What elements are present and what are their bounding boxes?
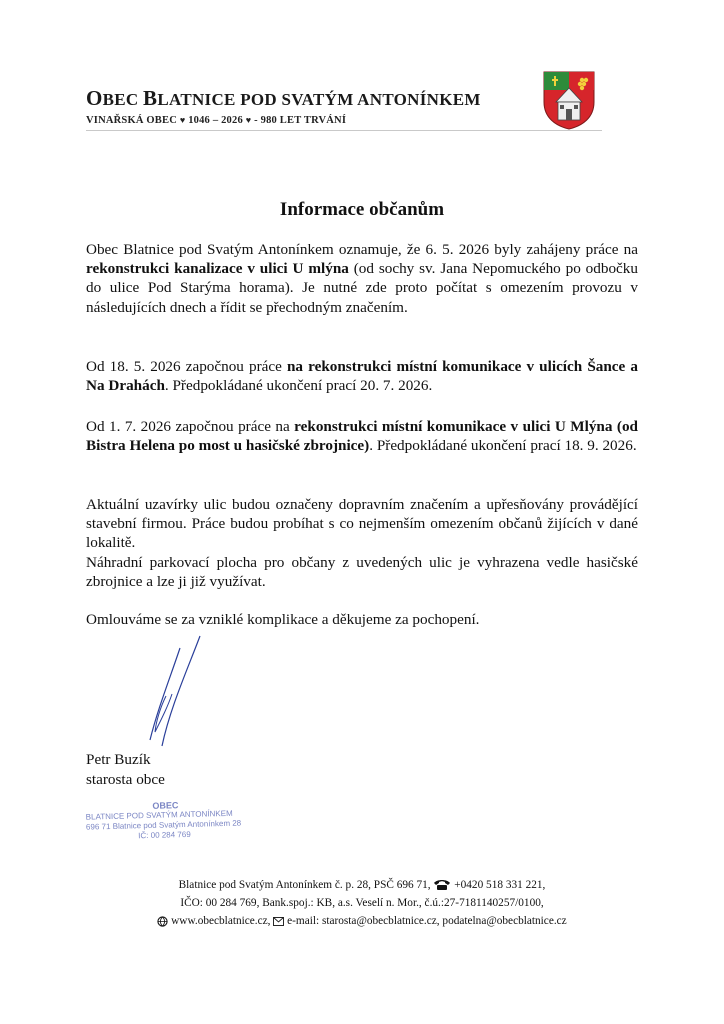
emphasis-text: rekonstrukci místní komunikace v ulici U Mlýna (od Bistra Helena po most u hasičské zbrojnice) bbox=[86, 418, 638, 455]
footer-phone: +0420 518 331 221, bbox=[454, 879, 546, 891]
mail-icon bbox=[273, 917, 284, 926]
stamp-line: OBEC bbox=[152, 800, 179, 811]
letterhead bbox=[86, 86, 606, 126]
subtitle-years: 1046 – 2026 bbox=[188, 115, 243, 126]
heart-icon: ♥ bbox=[245, 115, 252, 125]
title-rest: LATNICE POD SVATÝM ANTONÍNKEM bbox=[157, 90, 481, 109]
email-links[interactable]: e-mail: starosta@obecblatnice.cz, podatelna@obecblatnice.cz bbox=[287, 915, 567, 927]
text-span: . Předpokládané ukončení prací 20. 7. 2026. bbox=[164, 377, 433, 395]
footer-address: Blatnice pod Svatým Antonínkem č. p. 28, PSČ 696 71, bbox=[178, 879, 431, 891]
paragraph-sance-na-drahach bbox=[86, 357, 638, 395]
footer-address-line bbox=[0, 876, 724, 894]
paragraph-sewer-reconstruction bbox=[86, 240, 638, 317]
paragraph-u-mlyna bbox=[86, 417, 638, 455]
parking-text: Náhradní parkovací plocha pro občany z uvedených ulic je vyhrazena vedle hasičské zbrojnice a lze ji již využívat. bbox=[86, 553, 638, 590]
footer-contact bbox=[0, 876, 724, 930]
stamp-line: IČ: 00 284 769 bbox=[138, 829, 191, 841]
signatory-role: starosta obce bbox=[86, 770, 165, 788]
text-span: Obec Blatnice pod Svatým Antonínkem oznamuje, že 6. 5. 2026 byly zahájeny práce na bbox=[86, 241, 638, 258]
telephone-icon bbox=[433, 879, 451, 891]
text-span: (od sochy sv. Jana Nepomuckého po odbočku do ulice Pod Starýma horama). Je nutné zde proto počítat s omezením provozu v následujících dnech a řídit se přechodným značením. bbox=[86, 260, 638, 316]
heart-icon: ♥ bbox=[179, 115, 186, 125]
text-span: Od 18. 5. 2026 započnou práce bbox=[86, 358, 287, 375]
paragraph-apology: Omlouváme se za vzniklé komplikace a děkujeme za pochopení. bbox=[86, 611, 480, 628]
emphasis-text: na rekonstrukci místní komunikace v ulicích Šance a Na Drahách bbox=[86, 358, 638, 395]
emphasis-text: rekonstrukci kanalizace v ulici U mlýna bbox=[86, 260, 349, 278]
signatory-name: Petr Buzík bbox=[86, 751, 151, 768]
subtitle-wine-village: VINAŘSKÁ OBEC bbox=[86, 115, 177, 126]
paragraph-closures-parking bbox=[86, 495, 638, 591]
text-span: . Předpokládané ukončení prací 18. 9. 2026. bbox=[369, 437, 637, 455]
footer-bank-line: IČO: 00 284 769, Bank.spoj.: KB, a.s. Veselí n. Mor., č.ú.:27-7181140257/0100, bbox=[180, 897, 544, 909]
stamp-line: BLATNICE POD SVATÝM ANTONÍNKEM bbox=[85, 808, 233, 822]
municipal-coat-of-arms-icon bbox=[540, 68, 598, 130]
website-link[interactable]: www.obecblatnice.cz, bbox=[171, 915, 271, 927]
footer-web-line bbox=[0, 912, 724, 930]
document-title: Informace občanům bbox=[279, 199, 445, 220]
signatory bbox=[86, 750, 165, 789]
official-stamp bbox=[85, 797, 286, 854]
globe-icon bbox=[157, 916, 168, 927]
handwritten-signature bbox=[140, 628, 230, 748]
subtitle-anniversary: - 980 LET TRVÁNÍ bbox=[254, 115, 347, 126]
closures-text: Aktuální uzavírky ulic budou označeny dopravním značením a upřesňovány provádějící stavební firmou. Práce budou probíhat s co nejmenším omezením občanů žijících v dané lokalitě. bbox=[86, 496, 638, 552]
municipality-name bbox=[86, 86, 606, 111]
title-initial-b: B bbox=[143, 86, 158, 110]
text-span: Od 1. 7. 2026 započnou práce na bbox=[86, 418, 295, 435]
municipality-subtitle bbox=[86, 115, 606, 126]
title-obec: BEC bbox=[102, 90, 144, 109]
stamp-line: 696 71 Blatnice pod Svatým Antonínkem 28 bbox=[85, 818, 242, 832]
header-divider bbox=[86, 130, 602, 131]
title-initial-o: O bbox=[86, 86, 103, 110]
